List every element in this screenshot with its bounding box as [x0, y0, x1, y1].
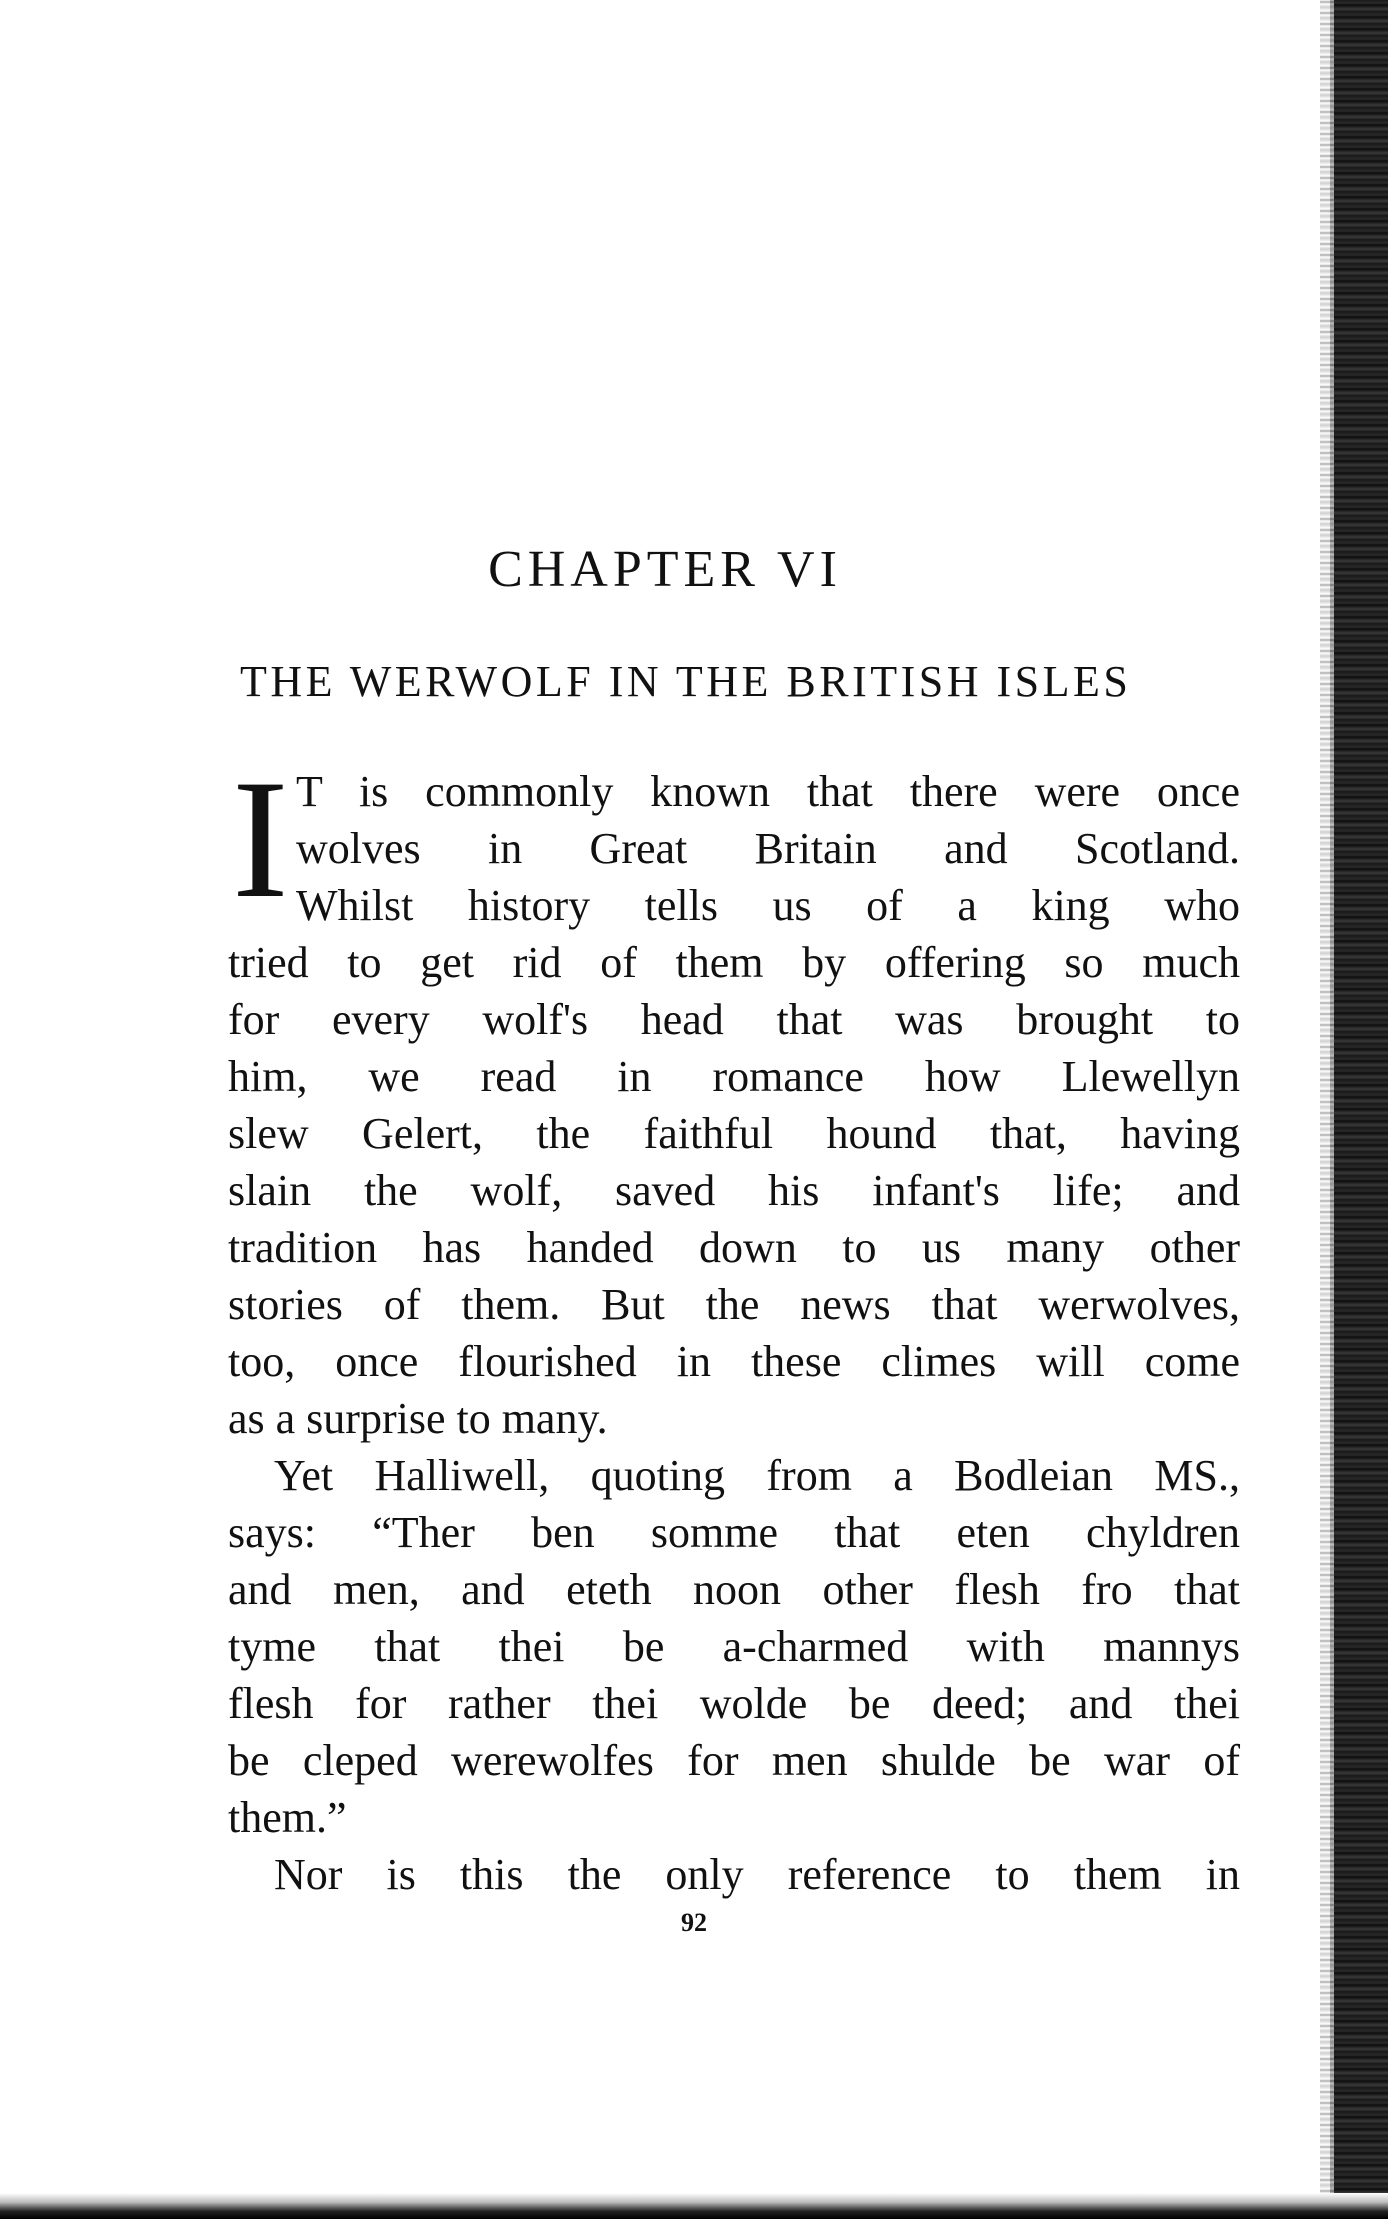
text-line: tried to get rid of them by offering so much	[228, 938, 1240, 987]
text-line: T is commonly known that there were once	[296, 767, 1240, 816]
text-line: flesh for rather thei wolde be deed; and thei	[228, 1679, 1240, 1728]
book-edge-shadow	[1330, 0, 1388, 2219]
text-line: them.”	[228, 1793, 347, 1842]
text-line: tradition has handed down to us many other	[228, 1223, 1240, 1272]
text-line: and men, and eteth noon other flesh fro that	[228, 1565, 1240, 1614]
text-line: stories of them. But the news that werwolves,	[228, 1280, 1240, 1329]
text-line: slew Gelert, the faithful hound that, having	[228, 1109, 1240, 1158]
text-line: him, we read in romance how Llewellyn	[228, 1052, 1240, 1101]
drop-cap: I	[232, 745, 289, 933]
page-bottom-shadow	[0, 2193, 1388, 2219]
chapter-title: THE WERWOLF IN THE BRITISH ISLES	[240, 657, 1132, 706]
text-line: slain the wolf, saved his infant's life; and	[228, 1166, 1240, 1215]
text-line: Whilst history tells us of a king who	[296, 881, 1240, 930]
page-number: 92	[681, 1908, 707, 1937]
text-line: Nor is this the only reference to them in	[274, 1850, 1240, 1899]
text-line: too, once flourished in these climes will come	[228, 1337, 1240, 1386]
text-line: Yet Halliwell, quoting from a Bodleian MS.,	[274, 1451, 1240, 1500]
text-line: says: “Ther ben somme that eten chyldren	[228, 1508, 1240, 1557]
text-line: for every wolf's head that was brought to	[228, 995, 1240, 1044]
chapter-number: CHAPTER VI	[488, 541, 842, 598]
text-line: tyme that thei be a-charmed with mannys	[228, 1622, 1240, 1671]
text-line: be cleped werewolfes for men shulde be war of	[228, 1736, 1240, 1785]
text-line: as a surprise to many.	[228, 1394, 608, 1443]
text-line: wolves in Great Britain and Scotland.	[296, 824, 1240, 873]
